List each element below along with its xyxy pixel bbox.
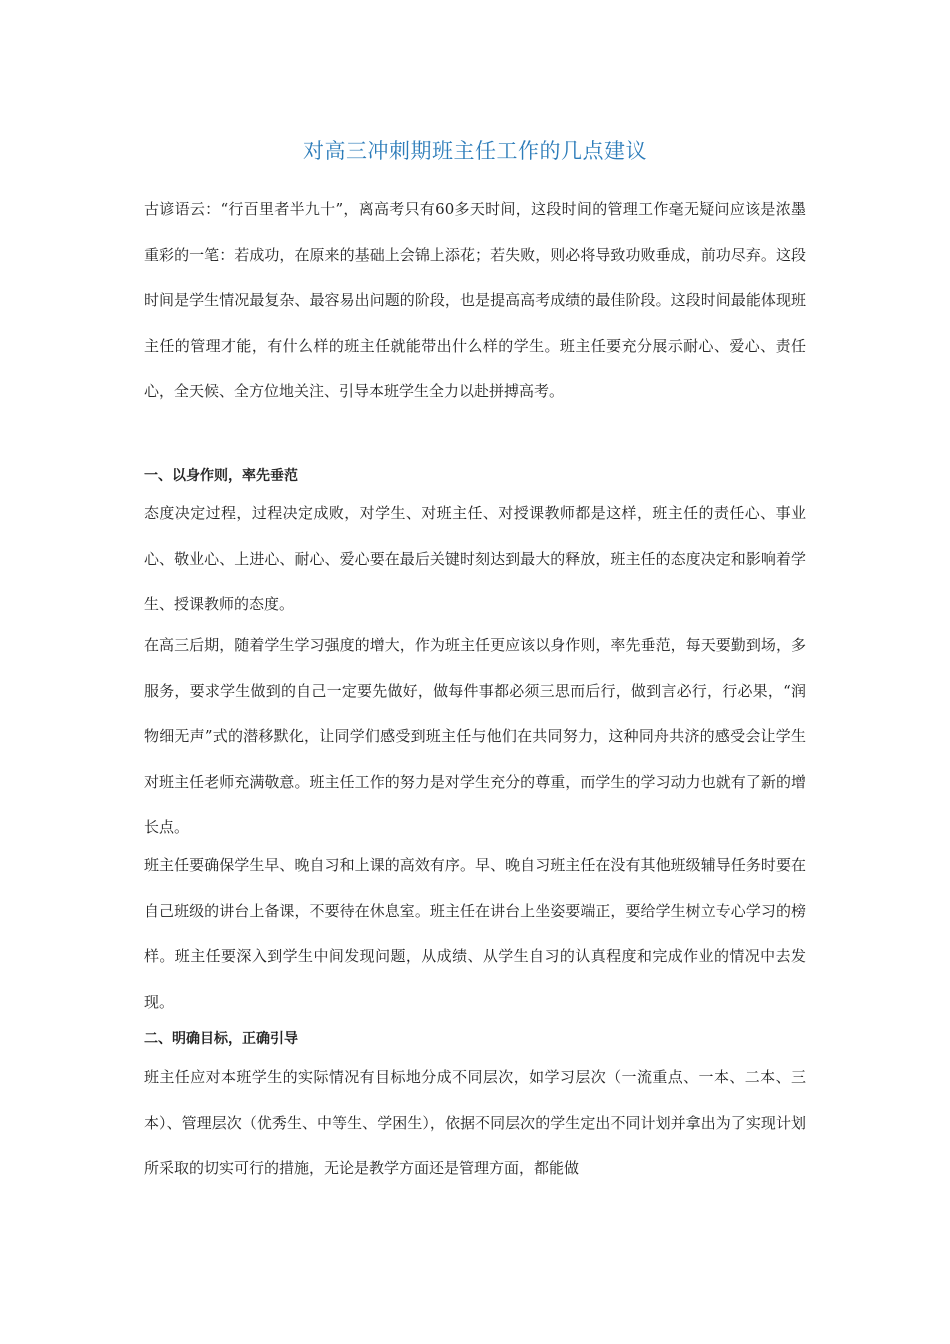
section-2-heading: 二、明确目标，正确引导: [144, 1031, 298, 1047]
section-1-heading: 一、以身作则，率先垂范: [144, 468, 298, 484]
document-title: 对高三冲刺期班主任工作的几点建议: [303, 139, 647, 163]
section-1-paragraph-3-block: [144, 843, 806, 1025]
intro-paragraph-block: [144, 187, 806, 415]
section-1-paragraph-2-block: [144, 623, 806, 851]
section-2-paragraph-1: 班主任应对本班学生的实际情况有目标地分成不同层次，如学习层次（一流重点、一本、二本、三本）、管理层次（优秀生、中等生、学困生），依据不同层次的学生定出不同计划并拿出为了实现计划所采取的切实可行的措施，无论是教学方面还是管理方面，都能做: [144, 1068, 806, 1177]
section-1-paragraph-2: 在高三后期，随着学生学习强度的增大，作为班主任更应该以身作则，率先垂范，每天要勤到场，多服务，要求学生做到的自己一定要先做好，做每件事都必须三思而后行，做到言必行，行必果，“润物细无声”式的潜移默化，让同学们感受到班主任与他们在共同努力，这种同舟共济的感受会让学生对班主任老师充满敬意。班主任工作的努力是对学生充分的尊重，而学生的学习动力也就有了新的增长点。: [144, 636, 806, 836]
section-1-heading-block: [144, 466, 806, 486]
section-1-paragraph-1-block: [144, 491, 806, 628]
section-1-paragraph-1: 态度决定过程，过程决定成败，对学生、对班主任、对授课教师都是这样，班主任的责任心、事业心、敬业心、上进心、耐心、爱心要在最后关键时刻达到最大的释放，班主任的态度决定和影响着学生、授课教师的态度。: [144, 504, 806, 613]
section-1-paragraph-3: 班主任要确保学生早、晚自习和上课的高效有序。早、晚自习班主任在没有其他班级辅导任务时要在自己班级的讲台上备课，不要待在休息室。班主任在讲台上坐姿要端正，要给学生树立专心学习的榜样。班主任要深入到学生中间发现问题，从成绩、从学生自习的认真程度和完成作业的情况中去发现。: [144, 856, 806, 1011]
intro-paragraph: 古谚语云：“行百里者半九十”，离高考只有60多天时间，这段时间的管理工作毫无疑问应该是浓墨重彩的一笔：若成功，在原来的基础上会锦上添花；若失败，则必将导致功败垂成，前功尽弃。这段时间是学生情况最复杂、最容易出问题的阶段，也是提高高考成绩的最佳阶段。这段时间最能体现班主任的管理才能，有什么样的班主任就能带出什么样的学生。班主任要充分展示耐心、爱心、责任心，全天候、全方位地关注、引导本班学生全力以赴拼搏高考。: [144, 200, 806, 400]
section-2-paragraph-1-block: [144, 1055, 806, 1192]
section-2-heading-block: [144, 1029, 806, 1049]
